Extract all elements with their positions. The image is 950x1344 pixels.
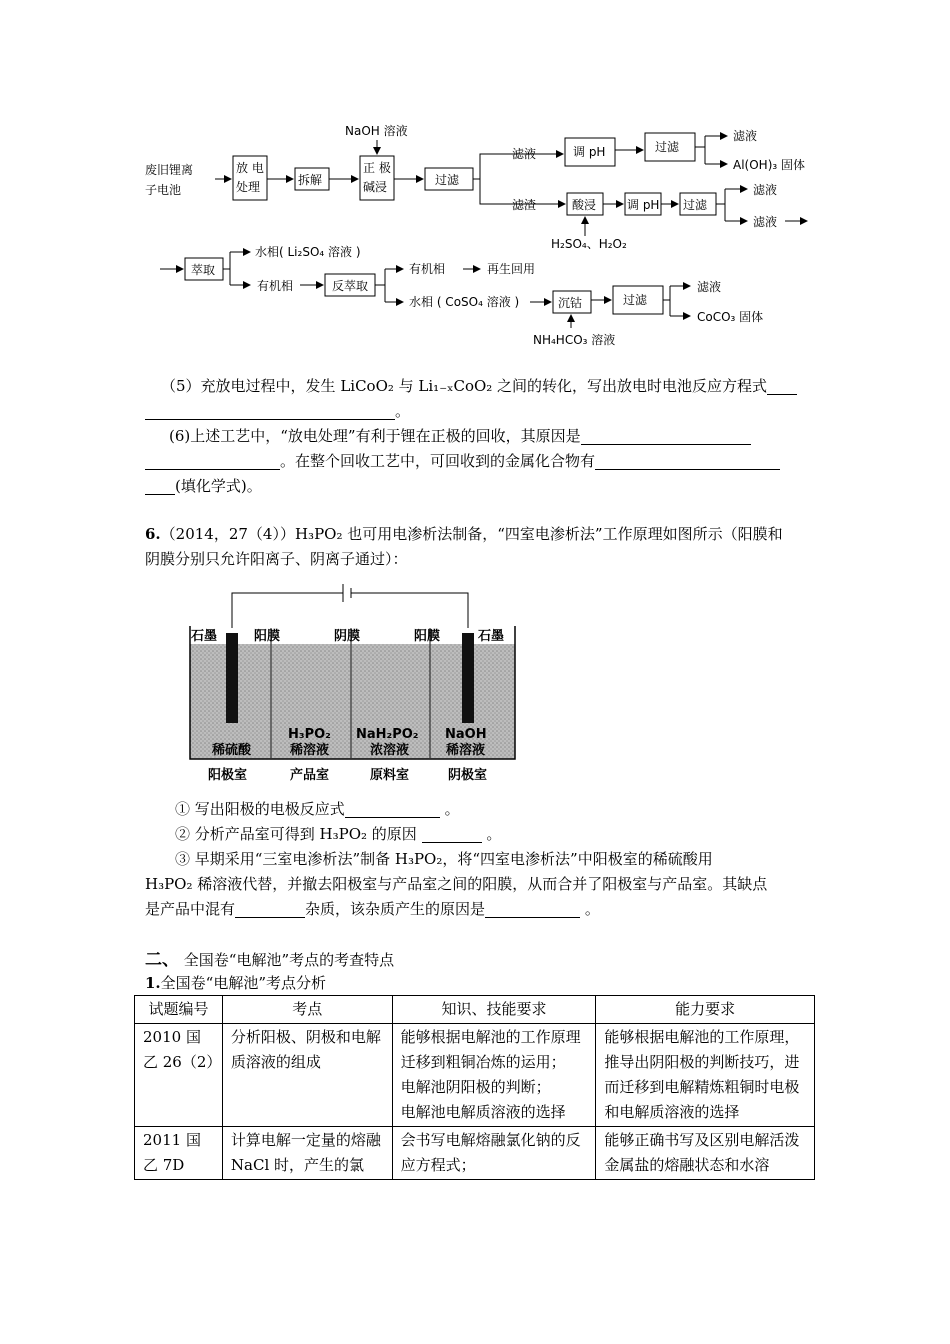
h3po2-label: H₃PO₂ (288, 727, 331, 742)
electrodialysis-diagram (180, 578, 525, 788)
nah2po2-label: NaH₂PO₂ (356, 727, 419, 742)
table-cell: 2011 国乙 7D (135, 1127, 223, 1180)
table-cell: 能够根据电解池的工作原理迁移到粗铜冶炼的运用； 电解池阴阳极的判断； 电解池电解质溶液的选择 (392, 1024, 596, 1127)
precip-box-label: 沉钴 (558, 296, 583, 310)
sub-q1-blank[interactable] (345, 799, 440, 818)
table-header-cell: 考点 (222, 996, 392, 1024)
cathode-electrode (462, 633, 474, 723)
question-6 (145, 424, 825, 499)
sub-q3-text-3: 是产品中混有 (145, 900, 236, 918)
table-cell: 分析阳极、阴极和电解质溶液的组成 (222, 1024, 392, 1127)
sub-q3-blank-1[interactable] (235, 899, 305, 918)
cation-membrane-label-1: 阳膜 (254, 629, 281, 644)
anode-room-label: 阳极室 (208, 768, 248, 783)
table-cell: 计算电解一定量的熔融 NaCl 时，产生的氯 (222, 1127, 392, 1180)
q5-text: （5）充放电过程中，发生 LiCoO₂ 与 Li₁₋ₓCoO₂ 之间的转化，写出放电时电池反应方程式 (161, 377, 768, 395)
q6-text-2: 。在整个回收工艺中，可回收到的金属化合物有 (280, 452, 596, 470)
section-2-title: 全国卷“电解池”考点的考查特点 (183, 951, 395, 969)
filtrate-label-5: 滤液 (697, 280, 722, 294)
nh4hco3-label: NH₄HCO₃ 溶液 (533, 333, 616, 347)
q6-text-1: (6)上述工艺中，“放电处理”有利于锂在正极的回收，其原因是 (169, 427, 581, 445)
sub-q3-blank-2[interactable] (485, 899, 580, 918)
filter-box-label-2: 过滤 (655, 140, 680, 154)
q6-answer-blank-2[interactable] (145, 451, 280, 470)
sub-q2-end: 。 (486, 825, 502, 843)
cathode-room-label: 阴极室 (448, 768, 488, 783)
sub-questions (145, 797, 825, 922)
cation-membrane-label-2: 阳膜 (414, 629, 441, 644)
sub-q3-end: 。 (584, 900, 600, 918)
filter-box-label-3: 过滤 (683, 198, 708, 212)
naoh-cell-label-2: 稀溶液 (446, 743, 486, 758)
filtrate-label-1: 滤液 (512, 147, 537, 161)
discharge-box-label: 放 电 (236, 161, 264, 175)
filter-box-label-1: 过滤 (435, 173, 460, 187)
discharge-box-label-2: 处理 (236, 180, 261, 194)
adjust-ph-label-2: 调 pH (627, 198, 660, 212)
anode-electrode (226, 633, 238, 723)
q5-answer-blank-2[interactable] (145, 401, 395, 420)
problem-6 (145, 522, 825, 572)
q6-text-3: (填化学式)。 (175, 477, 262, 495)
back-extract-box-label: 反萃取 (332, 279, 369, 293)
naoh-label: NaOH 溶液 (345, 124, 408, 138)
section-2-heading (145, 948, 394, 972)
recycle-label: 再生回用 (487, 262, 536, 276)
subsection-1-title: 全国卷“电解池”考点分析 (160, 974, 327, 992)
h2so4-label: H₂SO₄、H₂O₂ (551, 237, 627, 251)
sub-q3-text-4: 杂质，该杂质产生的原因是 (305, 900, 486, 918)
table-header-cell: 知识、技能要求 (392, 996, 596, 1024)
anion-membrane-label: 阴膜 (334, 629, 361, 644)
q5-end: 。 (395, 402, 411, 420)
question-5 (145, 374, 825, 424)
subsection-1-heading (145, 971, 326, 995)
table-header-cell: 试题编号 (135, 996, 223, 1024)
sub-q2-blank[interactable] (422, 824, 482, 843)
dismantle-box-label: 拆解 (298, 173, 323, 187)
filtrate-label-3: 滤液 (753, 183, 778, 197)
table-header-cell: 能力要求 (596, 996, 815, 1024)
acid-leach-label: 酸浸 (572, 198, 597, 212)
q6-answer-blank-1[interactable] (581, 426, 751, 445)
leach-box-label-2: 碱浸 (363, 180, 388, 194)
analysis-table (134, 995, 815, 1180)
table-row (135, 1127, 815, 1180)
water-phase-co-label: 水相 ( CoSO₄ 溶液 ) (409, 295, 520, 309)
sub-q1-text: ① 写出阳极的电极反应式 (175, 800, 345, 818)
graphite-label-right: 石墨 (478, 629, 505, 644)
q5-answer-blank-1[interactable] (767, 376, 797, 395)
q6-answer-blank-3[interactable] (595, 451, 780, 470)
table-cell: 会书写电解熔融氯化钠的反应方程式； (392, 1127, 596, 1180)
residue-label-1: 滤渣 (512, 198, 537, 212)
extract-box-label: 萃取 (191, 263, 216, 277)
sub-q1-end: 。 (444, 800, 460, 818)
dilute-h2so4-label: 稀硫酸 (212, 743, 252, 758)
q6-answer-blank-4[interactable] (145, 476, 175, 495)
filtrate-label-4: 滤液 (753, 215, 778, 229)
filtrate-label-2: 滤液 (733, 129, 758, 143)
table-cell: 能够正确书写及区别电解活泼金属盐的熔融状态和水溶 (596, 1127, 815, 1180)
aloh3-label: Al(OH)₃ 固体 (733, 158, 806, 172)
table-row (135, 1024, 815, 1127)
nah2po2-label-2: 浓溶液 (370, 743, 410, 758)
table-header-row (135, 996, 815, 1024)
water-phase-li-label: 水相( Li₂SO₄ 溶液 ) (255, 245, 361, 259)
product-room-label: 产品室 (290, 768, 330, 783)
naoh-cell-label: NaOH (445, 727, 487, 742)
problem-6-number: 6. (145, 525, 161, 543)
sub-q3-text-1: ③ 早期采用“三室电渗析法”制备 H₃PO₂，将“四室电渗析法”中阳极室的稀硫酸用 (175, 850, 713, 868)
table-cell: 2010 国乙 26（2） (135, 1024, 223, 1127)
coco3-label: CoCO₃ 固体 (697, 310, 764, 324)
waste-battery-label: 废旧锂离 (145, 163, 194, 177)
sub-q3-text-2: H₃PO₂ 稀溶液代替，并撤去阳极室与产品室之间的阳膜，从而合并了阳极室与产品室。其缺点 (145, 875, 768, 893)
organic-phase-label-2: 有机相 (409, 262, 446, 276)
section-2-number: 二、 (145, 950, 179, 970)
adjust-ph-label-1: 调 pH (573, 145, 606, 159)
filter-box-label-4: 过滤 (623, 293, 648, 307)
problem-6-text-1: （2014，27（4））H₃PO₂ 也可用电渗析法制备，“四室电渗析法”工作原理如图所示（阳膜和 (160, 525, 783, 543)
leach-box-label: 正 极 (363, 161, 391, 175)
raw-room-label: 原料室 (370, 768, 410, 783)
problem-6-text-2: 阴膜分别只允许阳离子、阴离子通过）： (145, 550, 408, 568)
subsection-1-number: 1. (145, 974, 161, 992)
process-flowchart (135, 118, 825, 358)
h3po2-label-2: 稀溶液 (290, 743, 330, 758)
sub-q2-text: ② 分析产品室可得到 H₃PO₂ 的原因 (175, 825, 417, 843)
table-cell: 能够根据电解池的工作原理，推导出阴阳极的判断技巧，进而迁移到电解精炼粗铜时电极和电解质溶液的选择 (596, 1024, 815, 1127)
graphite-label-left: 石墨 (191, 629, 218, 644)
waste-battery-label-2: 子电池 (145, 183, 182, 197)
organic-phase-label-1: 有机相 (257, 279, 294, 293)
